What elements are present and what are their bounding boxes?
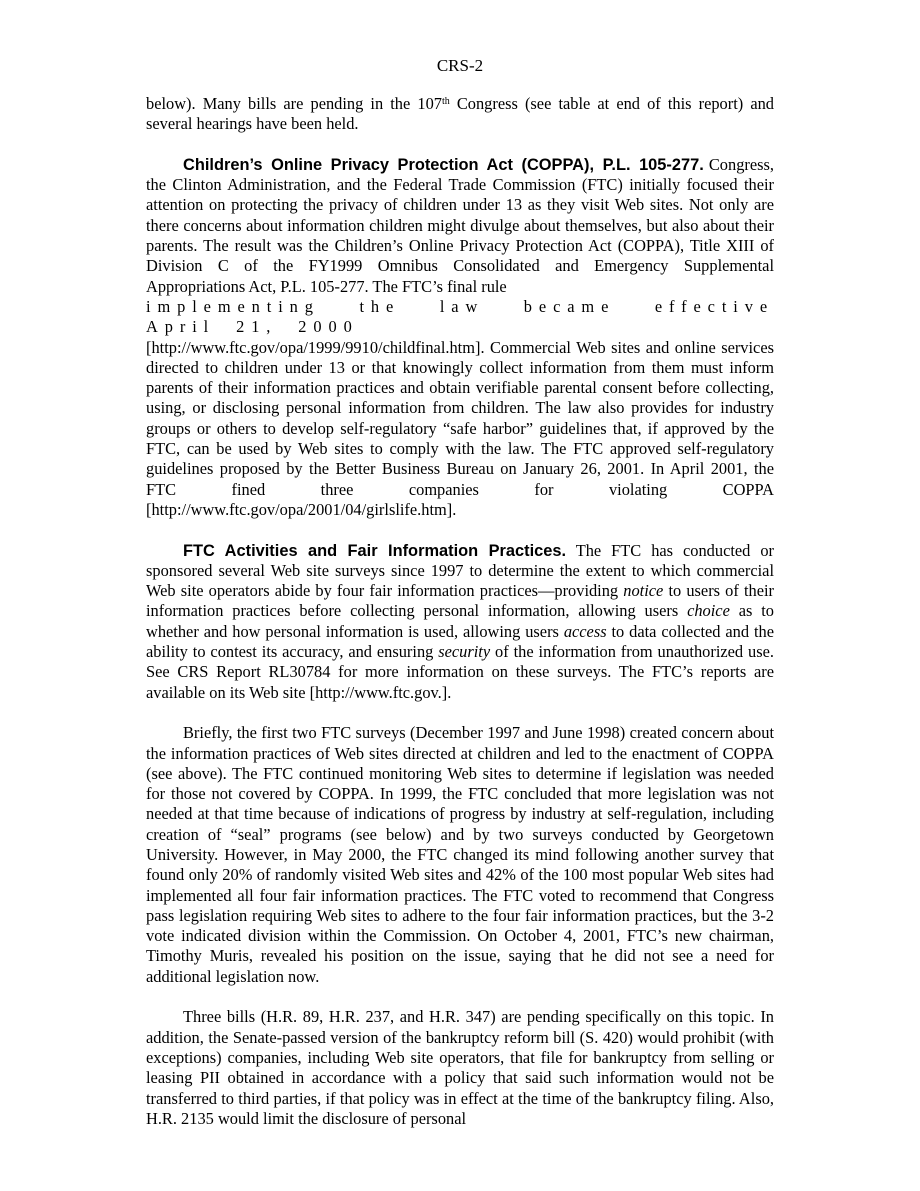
ftc-text-d: to data collected and the ability to contest its accuracy, and ensuring xyxy=(146,621,774,662)
pending-bills-paragraph: Three bills (H.R. 89, H.R. 237, and H.R. 347) are pending specifically on this topic. In addition, the Senate-passed version of the bankruptcy reform bill (S. 420) would prohibit (with exceptions) companies, including Web site operators, that file for bankruptcy from selling or leasing PII obtained in accordance with a policy that said such information would not be transferred to third parties, if that policy was in effect at the time of the bankruptcy filing. Also, H.R. 2135 would limit the disclosure of personal xyxy=(146,1007,774,1128)
document-body xyxy=(146,94,774,1149)
coppa-paragraph xyxy=(146,155,774,520)
ftc-text-c: as to whether and how personal information is used, allowing users xyxy=(146,601,774,641)
coppa-text-a: Congress, the Clinton Administration, and the Federal Trade Commission (FTC) initially focused their attention on protecting the privacy of children under 13 as they visit Web sites. Not only are there concerns about information children might divulge about themselves, but also about their parents. The result was the Children’s Online Privacy Protection Act (COPPA), Title XIII of Division C of the FY1999 Omnibus Consolidated and Emergency Supplemental Appropriations Act, P.L. 105-277. The FTC’s final rule xyxy=(146,154,774,296)
ordinal-suffix: th xyxy=(441,96,450,107)
intro-text-b: Congress (see table at end of this report) and several hearings have been held. xyxy=(146,94,774,134)
ftc-surveys-paragraph: Briefly, the first two FTC surveys (December 1997 and June 1998) created concern about the information practices of Web sites directed at children and led to the enactment of COPPA (see above). The FTC continued monitoring Web sites to determine if legislation was needed for those not covered by COPPA. In 1999, the FTC concluded that more legislation was not needed at that time because of indications of progress by industry at self-regulation, including creation of “seal” programs (see below) and by two surveys conducted by Georgetown University. However, in May 2000, the FTC changed its mind following another survey that found only 20% of randomly visited Web sites and 42% of the 100 most popular Web sites had implemented all four fair information practices. The FTC voted to recommend that Congress pass legislation requiring Web sites to adhere to the four fair information practices, but the 3-2 vote indicated division within the Commission. On October 4, 2001, FTC’s new chairman, Timothy Muris, revealed his position on the issue, saying that he did not see a need for additional legislation now. xyxy=(146,723,774,986)
page-number: CRS-2 xyxy=(436,56,484,75)
ftc-term-choice: choice xyxy=(687,601,730,621)
ftc-term-security: security xyxy=(438,642,491,662)
ftc-activities-heading: FTC Activities and Fair Information Practices. xyxy=(183,541,567,560)
ftc-term-notice: notice xyxy=(623,581,664,601)
coppa-heading: Children’s Online Privacy Protection Act (COPPA), P.L. 105-277. xyxy=(183,155,704,174)
coppa-text-b: [http://www.ftc.gov/opa/1999/9910/childfinal.htm]. Commercial Web sites and online services directed to children under 13 or that knowingly collect information from them must inform parents of their information practices and obtain verifiable parental consent before collecting, using, or disclosing personal information from children. The law also provides for industry groups or others to develop self-regulatory “safe harbor” guidelines that, if approved by the FTC, can be used by Web sites to comply with the law. The FTC approved self-regulatory guidelines proposed by the Better Business Bureau on January 26, 2001. In April 2001, the FTC fined three companies for violating COPPA [http://www.ftc.gov/opa/2001/04/girlslife.htm]. xyxy=(146,337,774,519)
intro-text-a: below). Many bills are pending in the 107 xyxy=(146,94,442,113)
ftc-term-access: access xyxy=(563,621,607,641)
ftc-text-e: of the information from unauthorized use. See CRS Report RL30784 for more information on these surveys. The FTC’s reports are available on its Web site [http://www.ftc.gov.]. xyxy=(146,642,774,702)
ftc-activities-paragraph xyxy=(146,541,774,703)
ftc-text-b: to users of their information practices before collecting personal information, allowing users xyxy=(146,581,774,621)
intro-paragraph xyxy=(146,94,774,135)
ftc-text-a: The FTC has conducted or sponsored several Web site surveys since 1997 to determine the extent to which commercial Web site operators abide by four fair information practices—providing xyxy=(146,540,774,601)
coppa-text-spaced: implementing the law became effective April 21, 2000 xyxy=(146,296,774,337)
